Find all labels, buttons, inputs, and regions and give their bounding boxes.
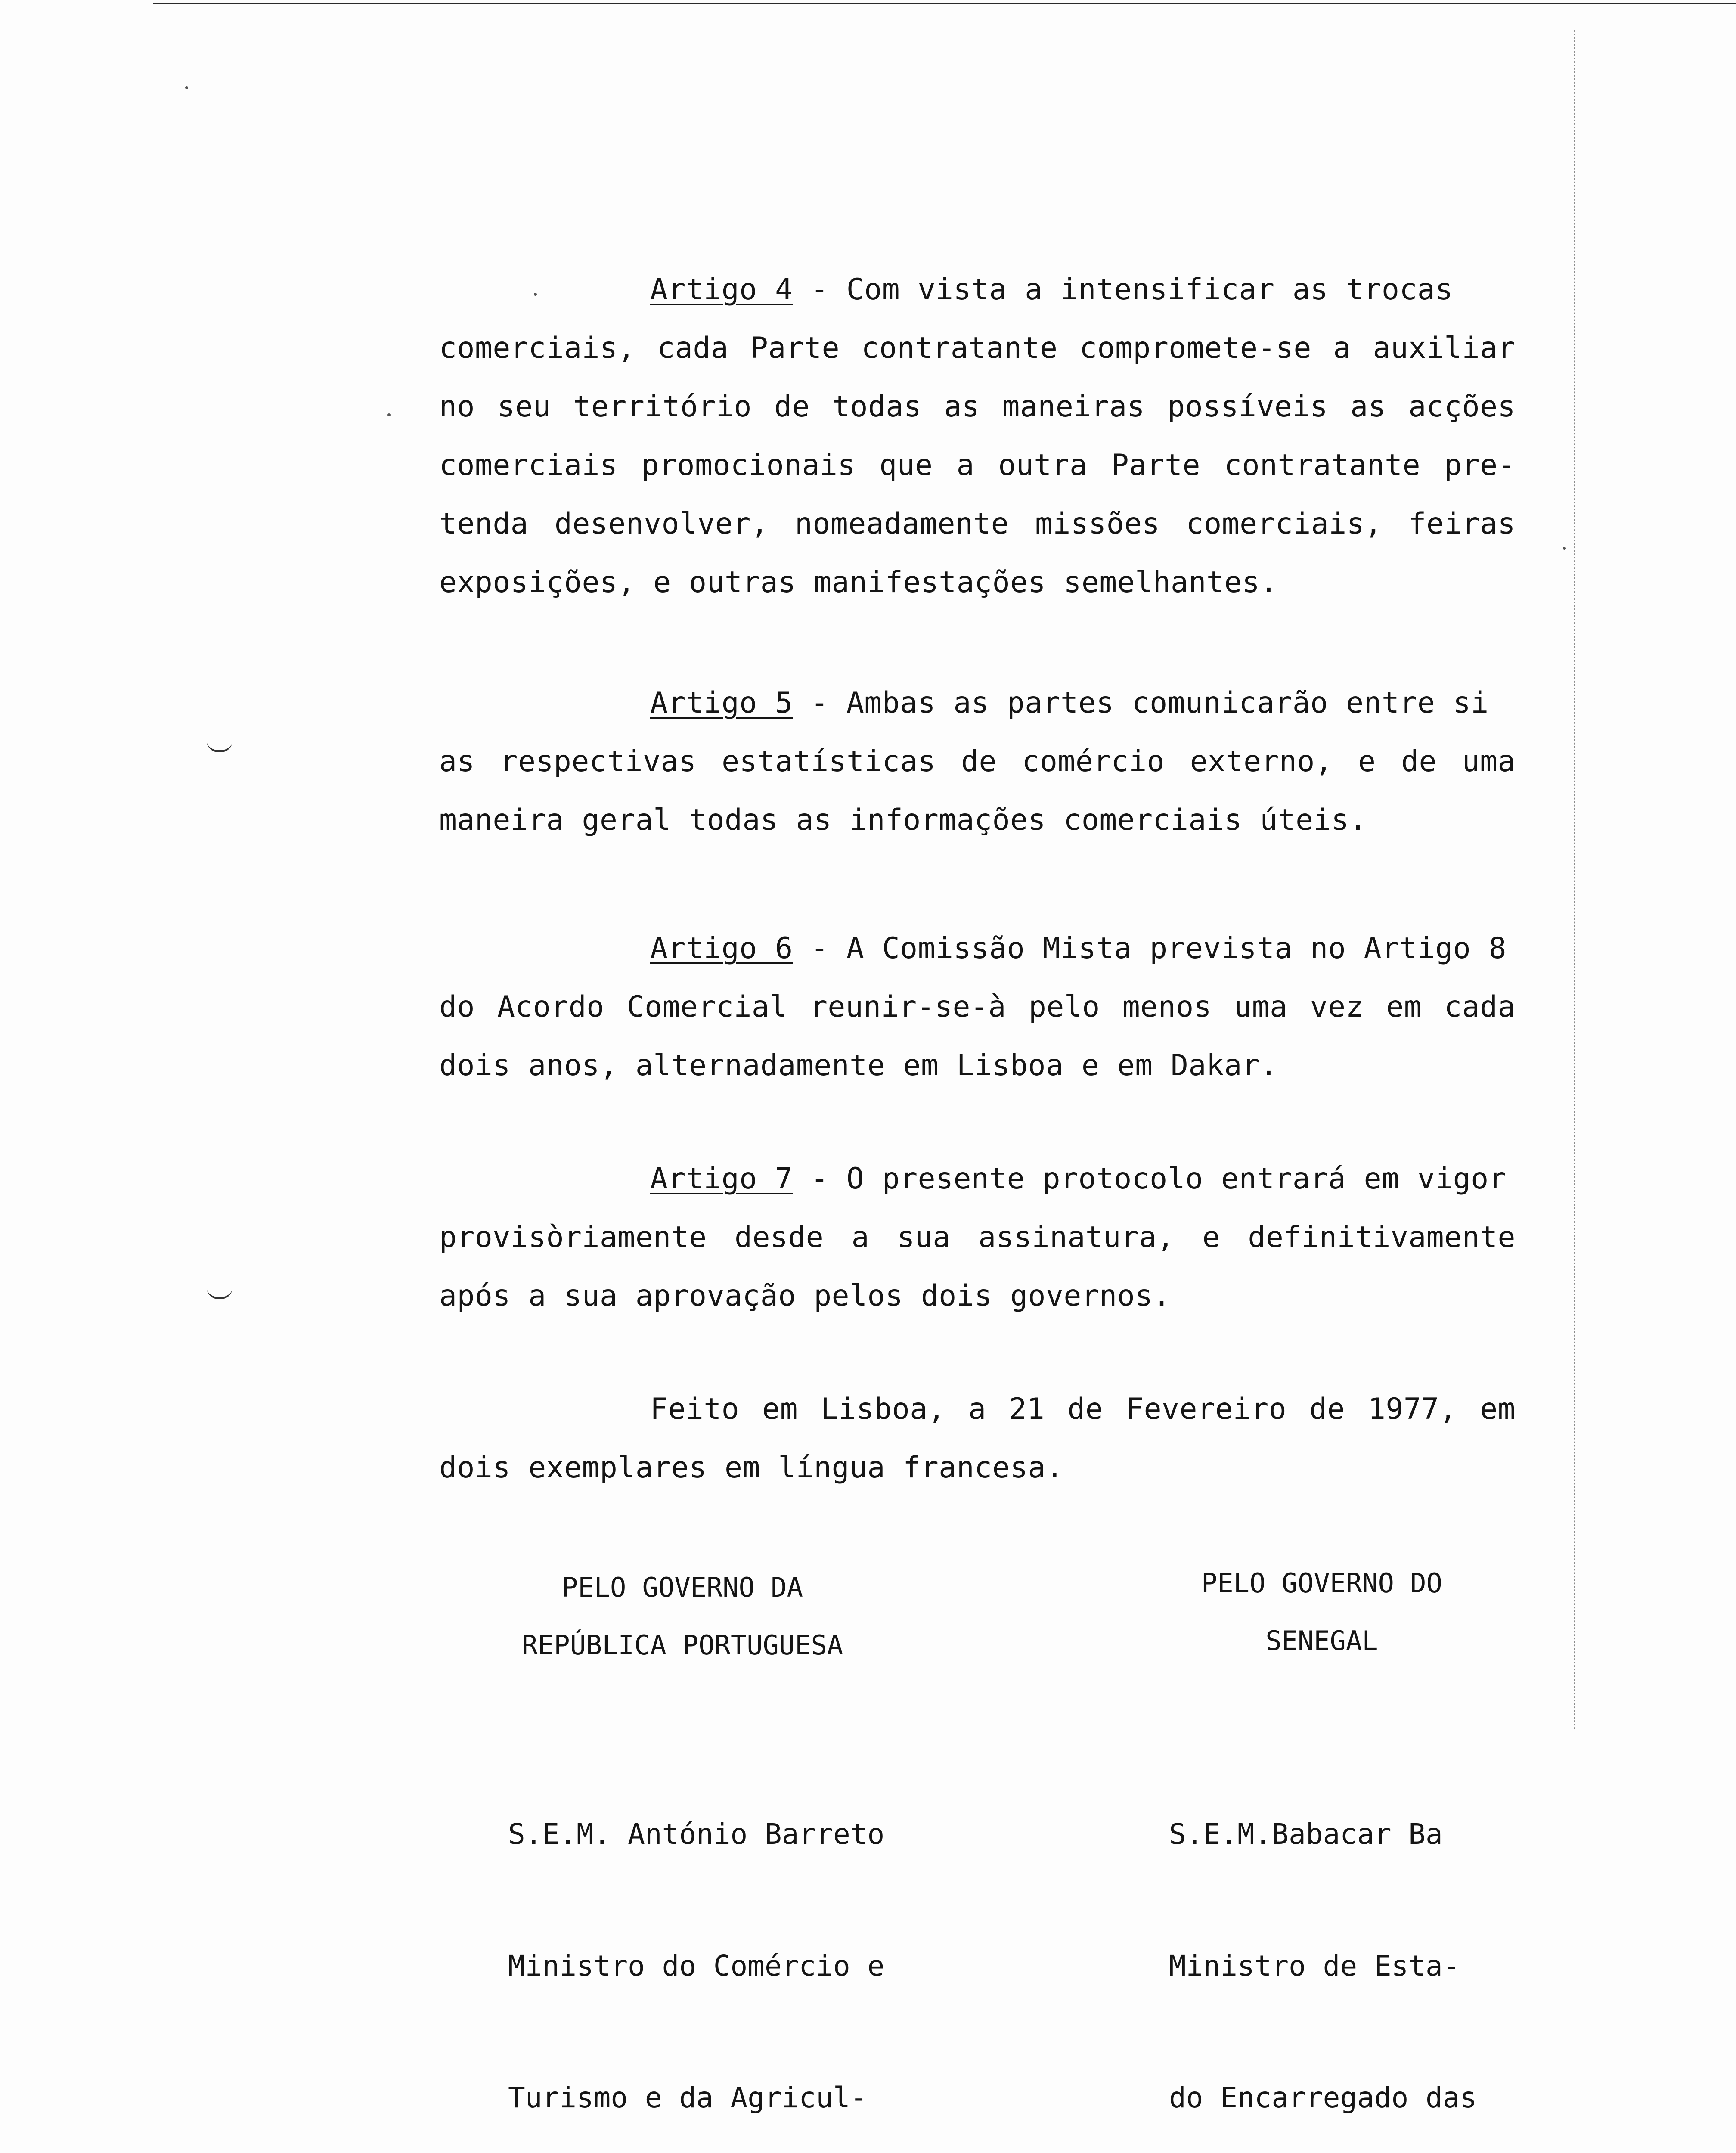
closing-line: Feito em Lisboa, a 21 de Fevereiro de 1977, em	[650, 1392, 1516, 1426]
signatory-line: do Encarregado das	[1169, 2081, 1477, 2114]
article-4	[439, 261, 1516, 612]
closing-statement	[439, 1380, 1516, 1497]
scan-speck	[185, 86, 188, 89]
top-edge-line	[153, 3, 1736, 4]
right-signatory	[1169, 1725, 1477, 2153]
article-line: exposições, e outras manifestações semelhantes.	[439, 565, 1278, 599]
article-line: provisòriamente desde a sua assinatura, e definitivamente	[439, 1220, 1516, 1254]
article-heading: Artigo 7	[650, 1162, 793, 1196]
left-government-block	[495, 1559, 870, 1674]
punch-hole-mark	[207, 1287, 232, 1299]
signatory-line: Ministro do Comércio e	[508, 1949, 885, 1982]
scan-speck	[388, 413, 391, 416]
article-line: no seu território de todas as maneiras possíveis as acções	[439, 390, 1516, 424]
scan-speck	[1563, 547, 1566, 550]
signatory-line: S.E.M.Babacar Ba	[1169, 1818, 1443, 1851]
punch-hole-mark	[207, 741, 232, 752]
article-line: após a sua aprovação pelos dois governos.	[439, 1279, 1171, 1313]
signatory-line: Turismo e da Agricul-	[508, 2081, 868, 2114]
signatory-line: Ministro de Esta-	[1169, 1949, 1460, 1982]
right-government-block	[1158, 1554, 1485, 1670]
article-line: do Acordo Comercial reunir-se-à pelo menos uma vez em cada	[439, 990, 1516, 1024]
article-line: - Com vista a intensificar as trocas	[793, 273, 1453, 307]
article-line: - O presente protocolo entrará em vigor	[793, 1162, 1507, 1196]
signatory-line: S.E.M. António Barreto	[508, 1818, 885, 1851]
article-line: maneira geral todas as informações comerciais úteis.	[439, 803, 1367, 837]
government-line: PELO GOVERNO DA	[562, 1572, 803, 1603]
right-margin-marks	[1574, 30, 1584, 1731]
article-line: - Ambas as partes comunicarão entre si	[793, 686, 1489, 720]
article-heading: Artigo 6	[650, 931, 793, 965]
article-7	[439, 1150, 1516, 1325]
article-line: as respectivas estatísticas de comércio externo, e de uma	[439, 745, 1516, 779]
article-line: tenda desenvolver, nomeadamente missões comerciais, feiras	[439, 507, 1516, 541]
article-heading: Artigo 4	[650, 273, 793, 307]
article-6	[439, 919, 1516, 1095]
article-5	[439, 674, 1516, 850]
closing-line: dois exemplares em língua francesa.	[439, 1451, 1064, 1485]
article-heading: Artigo 5	[650, 686, 793, 720]
article-line: comerciais promocionais que a outra Parte contratante pre-	[439, 448, 1516, 482]
article-line: dois anos, alternadamente em Lisboa e em Dakar.	[439, 1049, 1278, 1083]
article-line: - A Comissão Mista prevista no Artigo 8	[793, 931, 1507, 965]
government-line: REPÚBLICA PORTUGUESA	[521, 1629, 843, 1661]
article-line: comerciais, cada Parte contratante compromete-se a auxiliar	[439, 331, 1516, 365]
government-line: PELO GOVERNO DO	[1201, 1567, 1442, 1599]
left-signatory	[508, 1725, 884, 2153]
government-line: SENEGAL	[1265, 1625, 1378, 1657]
